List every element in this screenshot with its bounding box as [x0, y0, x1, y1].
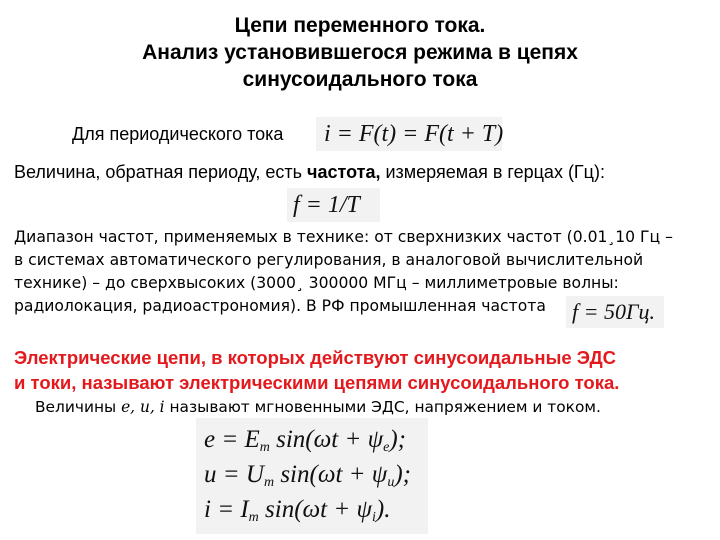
emf-amplitude-sub: m: [259, 440, 270, 455]
periodic-current-formula: i = F(t) = F(t + T): [316, 117, 502, 151]
periodic-current-label: Для периодического тока: [72, 124, 284, 144]
page-title: [0, 12, 720, 93]
current-phase-sub: i: [372, 510, 376, 525]
voltage-end: );: [394, 461, 411, 488]
voltage-amplitude-sub: m: [263, 475, 275, 490]
instantaneous-values-text: [35, 397, 601, 417]
voltage-formula: [204, 458, 428, 493]
voltage-body: sin(ωt + ψ: [274, 461, 388, 488]
title-line-2: Анализ установившегося режима в цепях: [142, 41, 578, 64]
title-line-3: синусоидального тока: [242, 68, 478, 91]
current-amplitude-sub: m: [248, 510, 259, 525]
emf-end: );: [389, 426, 406, 453]
current-body: sin(ωt + ψ: [258, 496, 373, 523]
sinusoidal-circuit-definition: [14, 345, 714, 395]
paragraph-line-2: в системах автоматического регулирования, в аналоговой вычислительной: [14, 251, 644, 269]
frequency-term: частота,: [307, 162, 381, 182]
paragraph-line-3: технике) – до сверхвысоких (3000¸ 300000 МГц – миллиметровые волны:: [14, 274, 619, 292]
title-line-1: Цепи переменного тока.: [234, 14, 486, 37]
frequency-formula: f = 1/T: [287, 188, 380, 222]
definition-line-2: и токи, называют электрическими цепями синусоидального тока.: [14, 372, 620, 393]
current-formula: [204, 493, 428, 528]
industrial-frequency-formula: f = 50Гц.: [566, 296, 664, 328]
inst-variables: e, u, i: [121, 398, 165, 416]
voltage-lhs: u = U: [204, 461, 264, 488]
current-lhs: i = I: [204, 496, 249, 523]
emf-lhs: e = E: [204, 426, 260, 453]
frequency-text-after: измеряемая в герцах (Гц):: [380, 162, 605, 182]
inst-suffix: ЭДС, напряжением и током.: [366, 398, 601, 416]
inst-prefix: Величины: [35, 398, 122, 416]
inst-term: мгновенными: [254, 398, 367, 416]
definition-line-1: Электрические цепи, в которых действуют синусоидальные ЭДС: [14, 347, 617, 368]
voltage-phase-sub: u: [387, 475, 395, 490]
current-end: ).: [375, 496, 391, 523]
frequency-definition: [14, 160, 605, 184]
emf-body: sin(ωt + ψ: [269, 426, 384, 453]
frequency-text-before: Величина, обратная периоду, есть: [14, 162, 308, 182]
emf-formula: [204, 423, 428, 458]
paragraph-line-4: радиолокация, радиоастрономия). В РФ промышленная частота: [14, 297, 546, 315]
sinusoidal-formulas: [196, 418, 428, 534]
inst-middle: называют: [164, 398, 255, 416]
paragraph-line-1: Диапазон частот, применяемых в технике: от сверхнизких частот (0.01¸10 Гц –: [14, 228, 673, 246]
emf-phase-sub: e: [383, 440, 390, 455]
